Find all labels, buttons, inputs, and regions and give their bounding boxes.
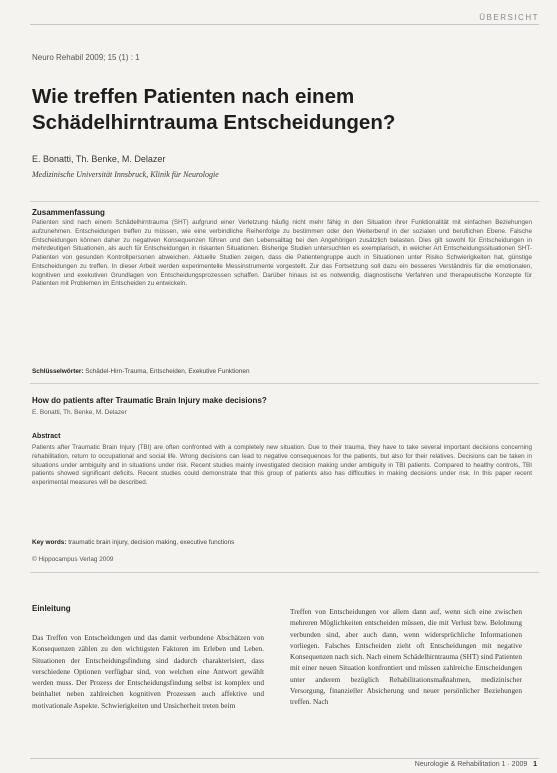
authors: E. Bonatti, Th. Benke, M. Delazer xyxy=(32,154,166,164)
german-keywords-label: Schlüsselwörter: xyxy=(32,368,84,375)
page-number: 1 xyxy=(533,761,537,768)
german-keywords xyxy=(32,368,532,375)
english-title: How do patients after Traumatic Brain Injury make decisions? xyxy=(32,396,267,405)
english-keywords-label: Key words: xyxy=(32,539,67,546)
german-keywords-text: Schädel-Hirn-Trauma, Entscheiden, Exekutive Funktionen xyxy=(85,368,250,375)
intro-right-column: Treffen von Entscheidungen vor allem dann auf, wenn sich eine zwischen mehreren Möglichkeiten entscheiden müssen, die mit Verlust bzw. Belohnung verbunden sind, aber auch dann, wenn widersprüchliche Informationen vorliegen. Falsches Entscheiden zieht oft Entscheidungen mit negative Konsequenzen nach sich. Nach einem Schädelhirntrauma (SHT) sind Patienten mit einer neuen Situation konfrontiert und müssen zahlreiche Entscheidungen unter anderem bezüglich Rehabilitationsmaßnahmen, medizinischer Versorgung, finanzieller Absicherung und neuer persönlicher Beziehungen treffen. Nach xyxy=(290,607,522,707)
affiliation: Medizinische Universität Innsbruck, Klinik für Neurologie xyxy=(32,170,219,179)
journal-reference: Neuro Rehabil 2009; 15 (1) : 1 xyxy=(32,53,140,62)
intro-heading: Einleitung xyxy=(32,604,71,613)
article-title-line-2: Schädelhirntrauma Entscheidungen? xyxy=(32,111,396,134)
section-tag: ÜBERSICHT xyxy=(479,13,539,22)
english-authors: E. Bonatti, Th. Benke, M. Delazer xyxy=(32,409,127,416)
english-abstract-text: Patients after Traumatic Brain Injury (TBI) are often confronted with a completely new situation. Due to their trauma, they have to take several important decisions concerning rehabilitation, return to occupational and social life. Wrong decisions can lead to negative consequences for the patients, but also for their relatives. Decisions can be taken in situations under ambiguity and in situations under risk. Recent studies mainly investigated decision making under ambiguity in TBI patients. Compared to healthy controls, TBI patients showed significant deficits. Recent studies could demonstrate that this group of patients also has difficulties in making decisions under risk. In this paper recent experimental measures will be described. xyxy=(32,444,532,486)
article-title xyxy=(32,84,532,136)
german-abstract-heading: Zusammenfassung xyxy=(32,208,105,217)
english-keywords xyxy=(32,539,532,546)
page-footer xyxy=(415,761,537,768)
intro-left-column: Das Treffen von Entscheidungen und das damit verbundene Abschätzen von Konsequenzen zählen zu den wichtigsten Faktoren im Erleben und Leben. Situationen der Entscheidungsfindung sind dadurch charakterisiert, dass verschiedene Optionen verfügbar sind, von welchen eine Antwort gewählt werden muss. Der Prozess der Entscheidungsfindung selbst ist komplex und beinhaltet neben zahlreichen kognitiven Prozessen auch affektive und motivationale Aspekte. Schwierigkeiten und Unsicherheit treten beim xyxy=(32,633,264,710)
english-abstract-heading: Abstract xyxy=(32,433,61,440)
top-rule xyxy=(30,24,539,25)
copyright: © Hippocampus Verlag 2009 xyxy=(32,556,114,563)
divider xyxy=(30,572,539,573)
footer-rule xyxy=(30,758,539,759)
divider xyxy=(30,201,539,202)
divider xyxy=(30,383,539,384)
english-keywords-text: traumatic brain injury, decision making, executive functions xyxy=(68,539,235,546)
german-abstract-text: Patienten sind nach einem Schädelhirntrauma (SHT) aufgrund einer Verletzung häufig nicht mehr fähig in den Situation ihrer Funktionalität mit einfachen Beziehungen aufzunehmen. Entscheidungen treffen zu müssen, wie eine verbindliche Reihenfolge zu bestimmen oder den Weiterberuf in der sozialen und beruflichen Ebene. Falsche Entscheidungen können daher zu negativen Konsequenzen führen und den Lebensalltag bei den Angehörigen zusätzlich belasten. Dies gilt sowohl für Entscheidungen in mehrdeutigen Situationen, als auch für Entscheidungen in riskanten Situationen. Bisherige Studien untersuchten es exemplarisch, in welcher Art Entscheidungssituationen SHT-Patienten von gesunden Kontrollpersonen abweichen. Aktuelle Studien zeigen, dass die Patientengruppe auch in Situationen unter Risiko Schwierigkeiten hat, günstige Entscheidungen zu treffen. In dieser Arbeit werden experimentelle Messinstrumente vorgestellt. Zur das Fortsetzung soll dazu ein besseres Verständnis für die emotionalen, kognitiven und exekutiven Grundlagen von Entscheidungsprozessen schaffen. Darüber hinaus ist es notwendig, diagnostische Verfahren und therapeutische Konzepte für Patienten mit Problemen im Entscheiden zu entwickeln. xyxy=(32,219,532,288)
article-title-line-1: Wie treffen Patienten nach einem xyxy=(32,85,355,108)
footer-journal: Neurologie & Rehabilitation 1 · 2009 xyxy=(414,761,528,768)
